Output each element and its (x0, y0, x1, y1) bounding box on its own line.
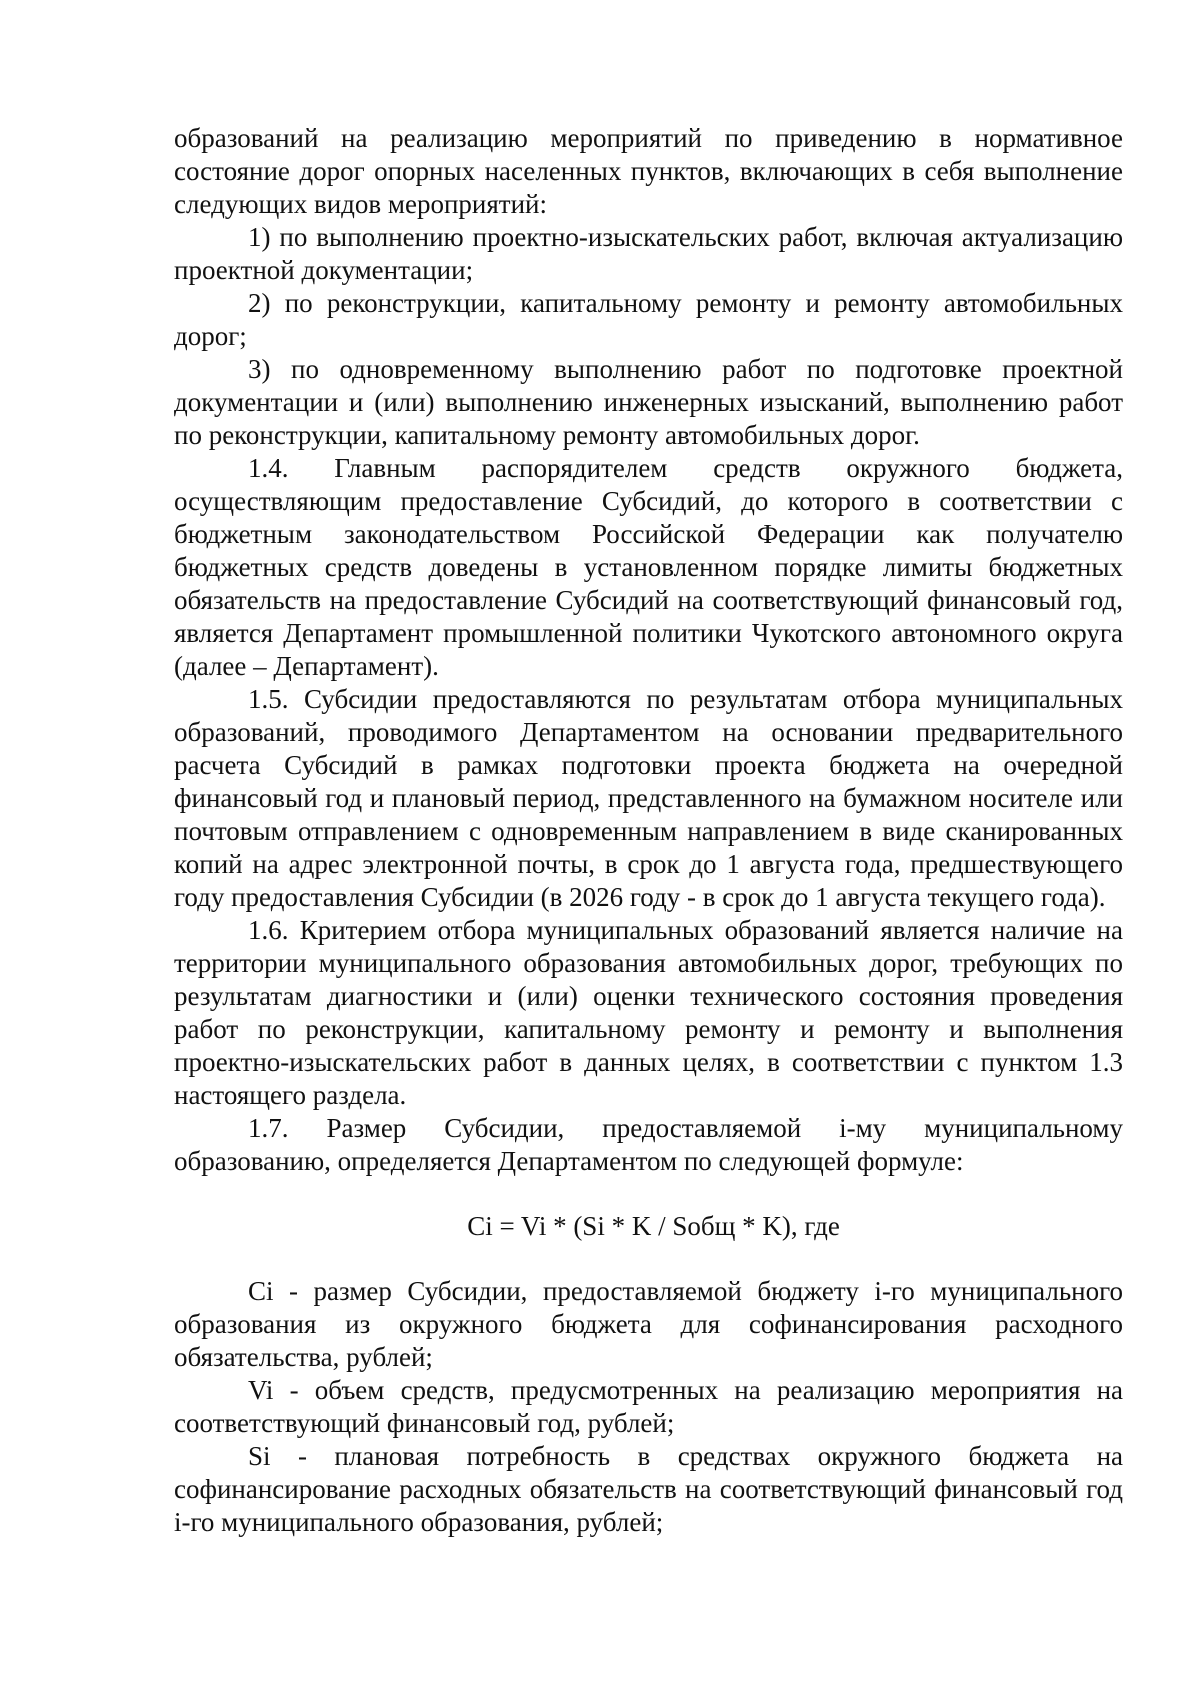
paragraph-1-7: 1.7. Размер Субсидии, предоставляемой i-му муниципальному образованию, определяется Департаментом по следующей формуле: (174, 1113, 1123, 1176)
paragraph-1-5: 1.5. Субсидии предоставляются по результатам отбора муниципальных образований, проводимого Департаментом на основании предварительного расчета Субсидий в рамках подготовки проекта бюджета на очередной финансовый год и плановый период, представленного на бумажном носителе или почтовым отправлением с одновременным направлением в виде сканированных копий на адрес электронной почты, в срок до 1 августа года, предшествующего году предоставления Субсидии (в 2026 году - в срок до 1 августа текущего года). (174, 684, 1123, 912)
definition-vi: Vi - объем средств, предусмотренных на реализацию мероприятия на соответствующий финансовый год, рублей; (174, 1375, 1123, 1438)
paragraph-item-1: 1) по выполнению проектно-изыскательских работ, включая актуализацию проектной документации; (174, 222, 1123, 285)
paragraph-intro: образований на реализацию мероприятий по приведению в нормативное состояние дорог опорных населенных пунктов, включающих в себя выполнение следующих видов мероприятий: (174, 123, 1123, 219)
definition-ci: Ci - размер Субсидии, предоставляемой бюджету i-го муниципального образования из окружного бюджета для софинансирования расходного обязательства, рублей; (174, 1276, 1123, 1372)
paragraph-1-6: 1.6. Критерием отбора муниципальных образований является наличие на территории муниципального образования автомобильных дорог, требующих по результатам диагностики и (или) оценки технического состояния проведения работ по реконструкции, капитальному ремонту и ремонту и выполнения проектно-изыскательских работ в данных целях, в соответствии с пунктом 1.3 настоящего раздела. (174, 915, 1123, 1110)
subsidy-formula: Ci = Vi * (Si * K / Sобщ * K), где (467, 1211, 840, 1241)
paragraph-1-4: 1.4. Главным распорядителем средств окружного бюджета, осуществляющим предоставление Субсидий, до которого в соответствии с бюджетным законодательством Российской Федерации как получателю бюджетных средств доведены в установленном порядке лимиты бюджетных обязательств на предоставление Субсидий на соответствующий финансовый год, является Департамент промышленной политики Чукотского автономного округа (далее – Департамент). (174, 453, 1123, 681)
paragraph-item-3: 3) по одновременному выполнению работ по подготовке проектной документации и (или) выполнению инженерных изысканий, выполнению работ по реконструкции, капитальному ремонту автомобильных дорог. (174, 354, 1123, 450)
definition-si: Si - плановая потребность в средствах окружного бюджета на софинансирование расходных обязательств на соответствующий финансовый год i-го муниципального образования, рублей; (174, 1441, 1123, 1537)
document-body (174, 122, 1123, 1539)
paragraph-item-2: 2) по реконструкции, капитальному ремонту и ремонту автомобильных дорог; (174, 288, 1123, 351)
